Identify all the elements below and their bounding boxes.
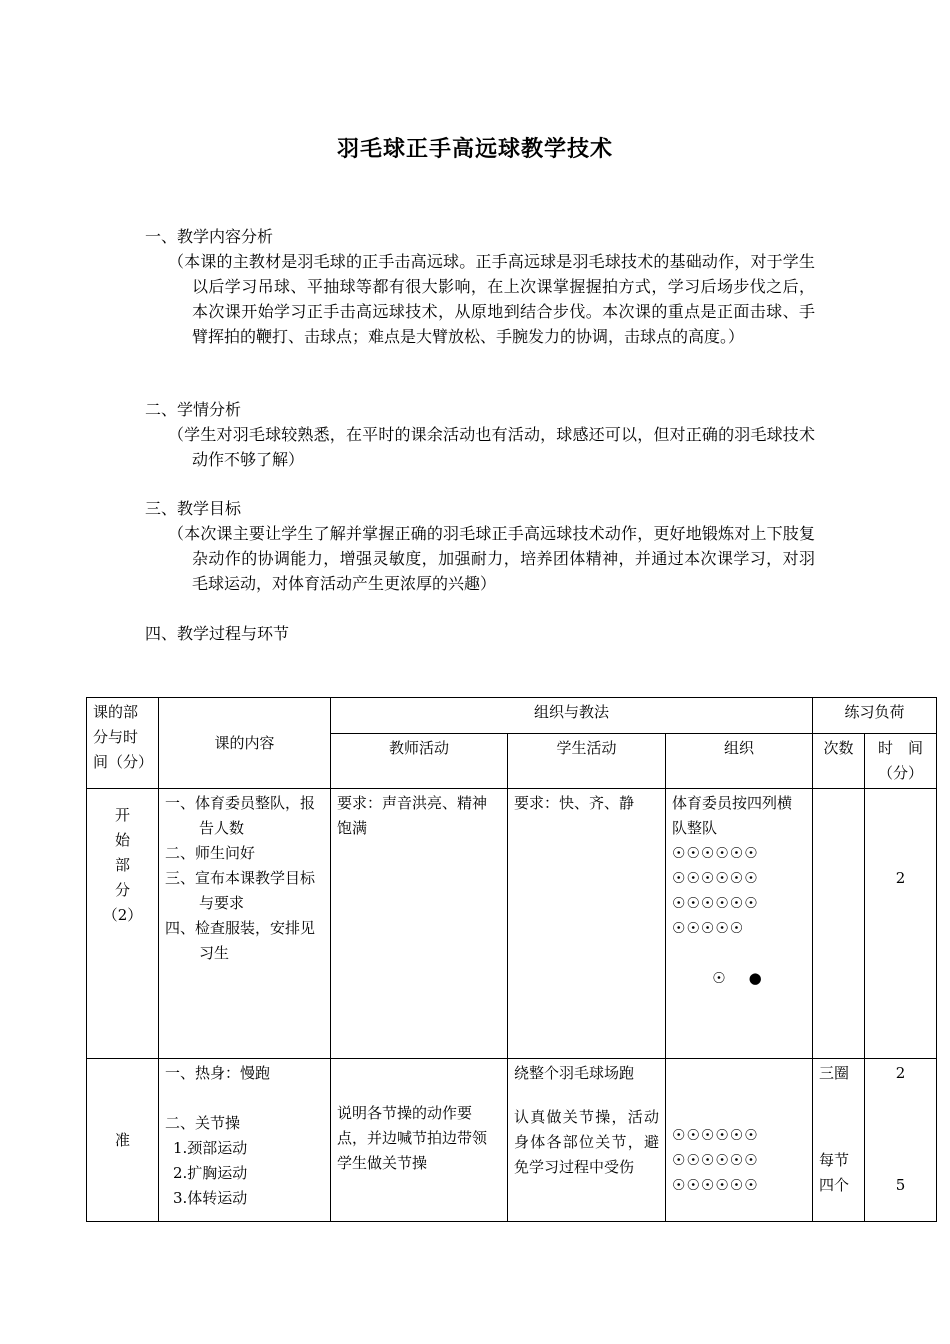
- header-content: 课的内容: [159, 698, 331, 789]
- list-item: 一、体育委员整队，报告人数: [165, 794, 316, 837]
- count-cell: [813, 789, 865, 1059]
- list-item: 一、热身：慢跑: [165, 1064, 271, 1082]
- content-prep: [159, 1059, 331, 1222]
- count-joint: 每节四个: [819, 1151, 850, 1194]
- section-text: （本次课主要让学生了解并掌握正确的羽毛球正手高远球技术动作，更好地锻炼对上下肢复杂动作的协调能力，增强灵敏度，加强耐力，培养团体精神，并通过本次课学习，对羽毛球运动，对体育活动产生更浓厚的兴趣）: [168, 524, 815, 593]
- section-text: （学生对羽毛球较熟悉，在平时的课余活动也有活动，球感还可以，但对正确的羽毛球技术动作不够了解）: [168, 425, 815, 469]
- sub-item: 1.颈部运动: [173, 1139, 248, 1157]
- header-load: 练习负荷: [813, 698, 937, 734]
- part-start: [87, 789, 159, 1059]
- list-item: 二、关节操: [165, 1114, 241, 1132]
- document-title: 羽毛球正手高远球教学技术: [336, 136, 613, 162]
- formation-row: ☉☉☉☉☉☉: [672, 1126, 759, 1144]
- section-heading: 二、学情分析: [145, 400, 242, 419]
- lesson-plan-table: [86, 697, 937, 1222]
- header-time: 时 间（分）: [865, 734, 937, 789]
- section-content-analysis: [145, 224, 815, 349]
- time-run: 2: [895, 1064, 906, 1082]
- sub-item: 3.体转运动: [173, 1189, 248, 1207]
- organization-note: 体育委员按四列横队整队: [672, 794, 793, 837]
- list-item: 三、宣布本课教学目标与要求: [165, 869, 316, 912]
- part-prep: 准: [87, 1059, 159, 1222]
- formation-row: ☉☉☉☉☉☉: [672, 844, 759, 862]
- header-part-time: 课的部分与时间（分）: [87, 698, 159, 789]
- list-item: 二、师生问好: [165, 844, 256, 862]
- section-student-analysis: [145, 397, 815, 472]
- content-start: [159, 789, 331, 1059]
- section-teaching-process: [145, 621, 815, 646]
- teacher-position-marks: ☉ ●: [712, 969, 766, 987]
- time-joint: 5: [895, 1176, 906, 1194]
- count-run: 三圈: [819, 1064, 850, 1082]
- organization-formation: [666, 1059, 813, 1222]
- formation-row: ☉☉☉☉☉: [672, 919, 745, 937]
- student-activity: 要求：快、齐、静: [508, 789, 666, 1059]
- formation-row: ☉☉☉☉☉☉: [672, 1176, 759, 1194]
- part-time: （2）: [102, 906, 143, 924]
- count-cell: [813, 1059, 865, 1222]
- teacher-activity: 说明各节操的动作要点，并边喊节拍边带领学生做关节操: [331, 1059, 508, 1222]
- header-count: 次数: [813, 734, 865, 789]
- header-teacher: 教师活动: [331, 734, 508, 789]
- section-text: （本课的主教材是羽毛球的正手击高远球。正手高远球是羽毛球技术的基础动作，对于学生以后学习吊球、平抽球等都有很大影响，在上次课掌握握拍方式，学习后场步伐之后，本次课开始学习正手击高远球技术，从原地到结合步伐。本次课的重点是正面击球、手臂挥拍的鞭打、击球点；难点是大臂放松、手腕发力的协调，击球点的高度。）: [168, 252, 815, 346]
- formation-row: ☉☉☉☉☉☉: [672, 869, 759, 887]
- formation-row: ☉☉☉☉☉☉: [672, 894, 759, 912]
- header-student: 学生活动: [508, 734, 666, 789]
- header-organization: 组织: [666, 734, 813, 789]
- section-heading: 三、教学目标: [145, 499, 242, 518]
- student-run: 绕整个羽毛球场跑: [514, 1064, 635, 1082]
- student-activity: [508, 1059, 666, 1222]
- section-heading: 四、教学过程与环节: [145, 624, 290, 643]
- sub-item: 2.扩胸运动: [173, 1164, 248, 1182]
- part-char: 部: [114, 856, 130, 874]
- table-header-row: [87, 698, 937, 734]
- formation-row: ☉☉☉☉☉☉: [672, 1151, 759, 1169]
- time-cell: 2: [865, 789, 937, 1059]
- time-cell: [865, 1059, 937, 1222]
- organization-formation: [666, 789, 813, 1059]
- student-joint: 认真做关节操，活动身体各部位关节，避免学习过程中受伤: [514, 1108, 659, 1176]
- part-char: 开: [114, 806, 130, 824]
- section-heading: 一、教学内容分析: [145, 227, 274, 246]
- teacher-activity: 要求：声音洪亮、精神饱满: [331, 789, 508, 1059]
- header-org-method: 组织与教法: [331, 698, 813, 734]
- list-item: 四、检查服装，安排见习生: [165, 919, 316, 962]
- table-row-prep: [87, 1059, 937, 1222]
- part-char: 分: [114, 881, 130, 899]
- table-row-start: [87, 789, 937, 1059]
- part-char: 始: [114, 831, 130, 849]
- section-teaching-goals: [145, 496, 815, 596]
